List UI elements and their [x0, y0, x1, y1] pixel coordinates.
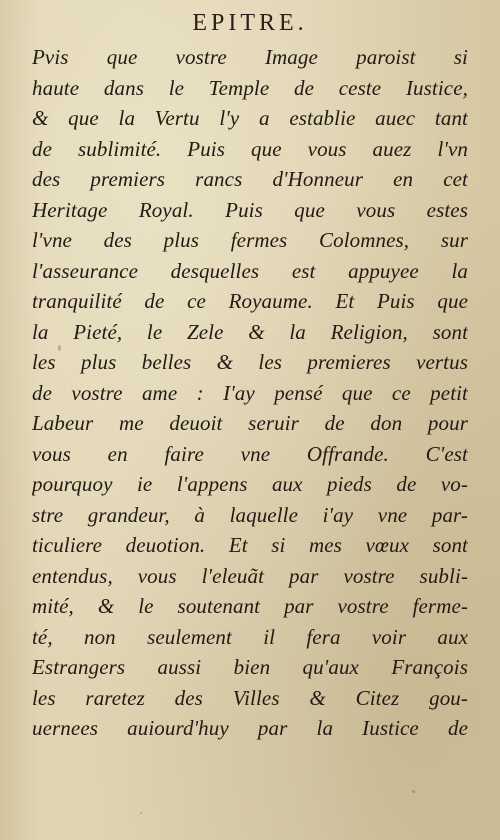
text-line: pourquoy ie l'appens aux pieds de vo-: [32, 472, 468, 496]
paper-speck: [412, 790, 415, 793]
epistle-text: [32, 42, 468, 744]
text-line: des premiers rancs d'Honneur en cet: [32, 167, 468, 191]
text-line: té, non seulement il fera voir aux: [32, 624, 468, 649]
text-line: de sublimité. Puis que vous auez l'vn: [32, 136, 468, 161]
text-line: les plus belles & les premieres vertus: [32, 350, 468, 374]
text-line: uernees auiourd'huy par la Iustice de: [32, 716, 468, 740]
text-line: Estrangers aussi bien qu'aux François: [32, 655, 468, 679]
text-line: mité, & le soutenant par vostre ferme-: [32, 594, 468, 618]
text-line: ticuliere deuotion. Et si mes vœux sont: [32, 533, 468, 557]
text-line: & que la Vertu l'y a establie auec tant: [32, 106, 468, 130]
text-line: les raretez des Villes & Citez gou-: [32, 685, 468, 710]
text-line: Heritage Royal. Puis que vous estes: [32, 197, 468, 222]
paper-speck: [140, 812, 142, 814]
text-line: entendus, vous l'eleuãt par vostre subli-: [32, 563, 468, 588]
text-line: la Pieté, le Zele & la Religion, sont: [32, 319, 468, 344]
text-line: stre grandeur, à laquelle i'ay vne par-: [32, 502, 468, 527]
text-line: l'asseurance desquelles est appuyee la: [32, 258, 468, 283]
text-line: tranquilité de ce Royaume. Et Puis que: [32, 289, 468, 313]
running-header: EPITRE.: [192, 10, 308, 36]
text-line: l'vne des plus fermes Colomnes, sur: [32, 228, 468, 252]
text-line: de vostre ame : I'ay pensé que ce petit: [32, 380, 468, 405]
text-line: vous en faire vne Offrande. C'est: [32, 441, 468, 466]
text-line: Labeur me deuoit seruir de don pour: [32, 411, 468, 435]
text-line: Pvis que vostre Image paroist si: [32, 45, 468, 69]
text-line: haute dans le Temple de ceste Iustice,: [32, 75, 468, 100]
